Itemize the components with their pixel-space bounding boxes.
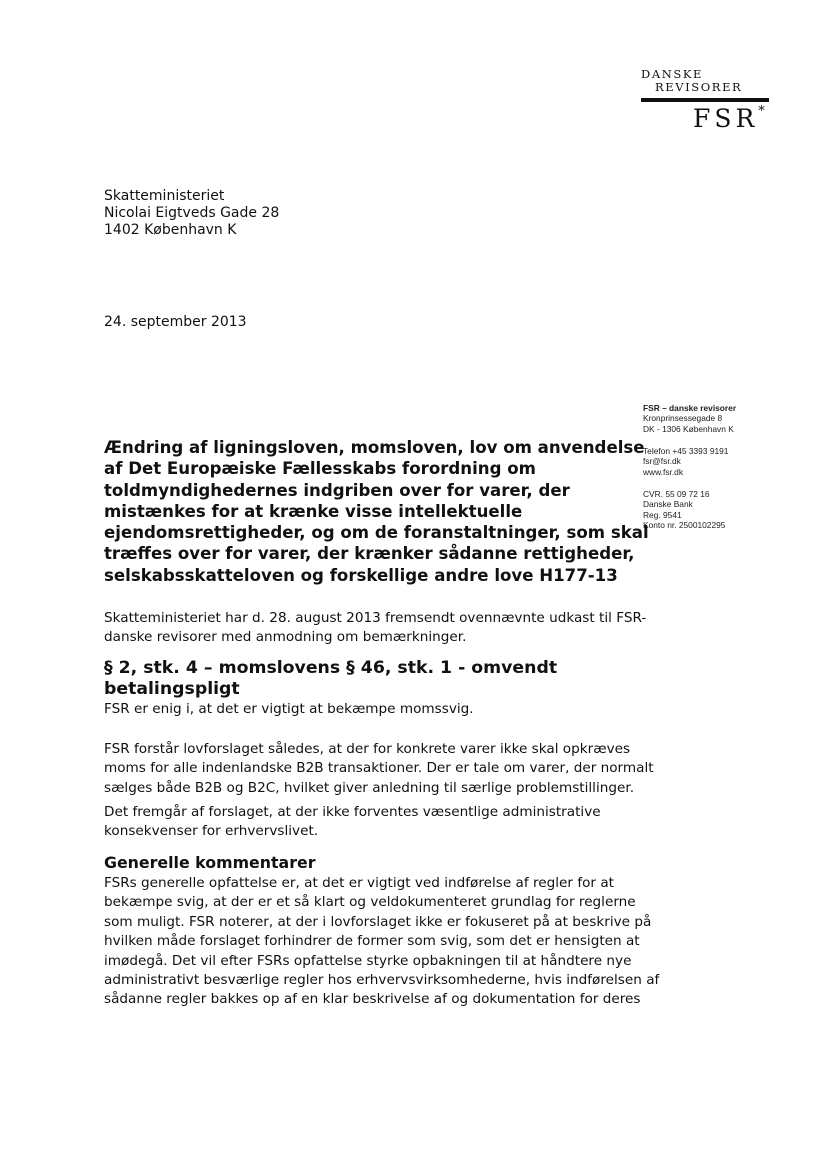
sender-name: FSR – danske revisorer — [643, 403, 737, 413]
section-heading-moms — [104, 658, 574, 700]
sender-bank: Danske Bank — [643, 499, 693, 510]
recipient-city: 1402 København K — [104, 222, 237, 238]
title-line: ejendomsrettigheder, og om de foranstaltninger, som skal — [104, 523, 649, 543]
logo-divider — [641, 98, 769, 102]
title-line: selskabsskatteloven og forskellige andre love H177-13 — [104, 565, 618, 585]
recipient-address — [104, 188, 279, 239]
sender-street: Kronprinsessegade 8 — [643, 413, 723, 424]
body-line: FSR forstår lovforslaget således, at der for konkrete varer ikke skal opkræves — [104, 741, 631, 757]
heading-line: betalingspligt — [104, 679, 240, 699]
title-line: mistænkes for at krænke visse intellektuelle — [104, 501, 523, 521]
title-line: Ændring af ligningsloven, momsloven, lov om anvendelse — [104, 438, 645, 457]
body-line: FSRs generelle opfattelse er, at det er vigtigt ved indførelse af regler for at — [104, 875, 614, 891]
fsr-logo-star: * — [758, 104, 765, 119]
recipient-street: Nicolai Eigtveds Gade 28 — [104, 205, 280, 221]
title-line: af Det Europæiske Fællesskabs forordning om — [104, 459, 536, 479]
intro-paragraph — [104, 609, 647, 648]
title-line: toldmyndighedernes indgriben over for varer, der — [104, 480, 570, 500]
section1-paragraph-2 — [104, 740, 654, 798]
sender-web: www.fsr.dk — [643, 466, 684, 477]
heading-line: § 2, stk. 4 – momslovens § 46, stk. 1 - omvendt — [104, 658, 558, 678]
body-line: bekæmpe svig, at der er et så klart og veldokumenteret grundlag for reglerne — [104, 894, 636, 911]
title-line: træffes over for varer, der krænker sådanne rettigheder, — [104, 544, 635, 564]
letter-title — [104, 437, 649, 586]
fsr-logo-text: FSR — [693, 104, 759, 133]
section-heading-general: Generelle kommentarer — [104, 853, 316, 872]
body-line: sådanne regler bakkes op af en klar beskrivelse af og dokumentation for deres — [104, 991, 641, 1008]
sender-email: fsr@fsr.dk — [643, 456, 681, 467]
body-line: konsekvenser for erhvervslivet. — [104, 823, 319, 840]
sender-address — [643, 403, 736, 434]
body-line: danske revisorer med anmodning om bemærkninger. — [104, 629, 467, 646]
body-line: Det fremgår af forslaget, at der ikke forventes væsentlige administrative — [104, 804, 601, 820]
fsr-logo — [693, 104, 765, 133]
sender-phone: Telefon +45 3393 9191 — [643, 446, 729, 456]
section1-paragraph-3 — [104, 803, 604, 842]
sender-bank-info — [643, 489, 725, 530]
sender-account: Konto nr. 2500102295 — [643, 519, 726, 530]
body-line: moms for alle indenlandske B2B transaktioner. Der er tale om varer, der normalt — [104, 760, 654, 777]
sender-contact — [643, 446, 728, 477]
logo-text-danske: DANSKE — [641, 67, 704, 81]
logo-text-revisorer: REVISORER — [655, 80, 743, 94]
sender-cvr: CVR. 55 09 72 16 — [643, 489, 710, 499]
body-line: hvilken måde forslaget forhindrer de former som svig, som det er hensigten at — [104, 933, 640, 950]
sender-city: DK - 1306 København K — [643, 423, 734, 434]
letter-date: 24. september 2013 — [104, 314, 247, 330]
body-line: FSR er enig i, at det er vigtigt at bekæmpe momssvig. — [104, 701, 474, 717]
body-line: imødegå. Det vil efter FSRs opfattelse styrke opbakningen til at håndtere nye — [104, 952, 632, 969]
recipient-name: Skatteministeriet — [104, 188, 225, 204]
body-line: sælges både B2B og B2C, hvilket giver anledning til særlige problemstillinger. — [104, 779, 635, 796]
section2-paragraph — [104, 874, 660, 1010]
body-line: Skatteministeriet har d. 28. august 2013 fremsendt ovennævnte udkast til FSR- — [104, 610, 647, 626]
body-line: som muligt. FSR noterer, at der i lovforslaget ikke er fokuseret på at beskrive på — [104, 913, 652, 930]
section1-paragraph-1 — [104, 700, 604, 719]
body-line: administrativt besværlige regler hos erhvervsvirksomhederne, hvis indførelsen af — [104, 972, 660, 989]
sender-reg: Reg. 9541 — [643, 509, 682, 520]
